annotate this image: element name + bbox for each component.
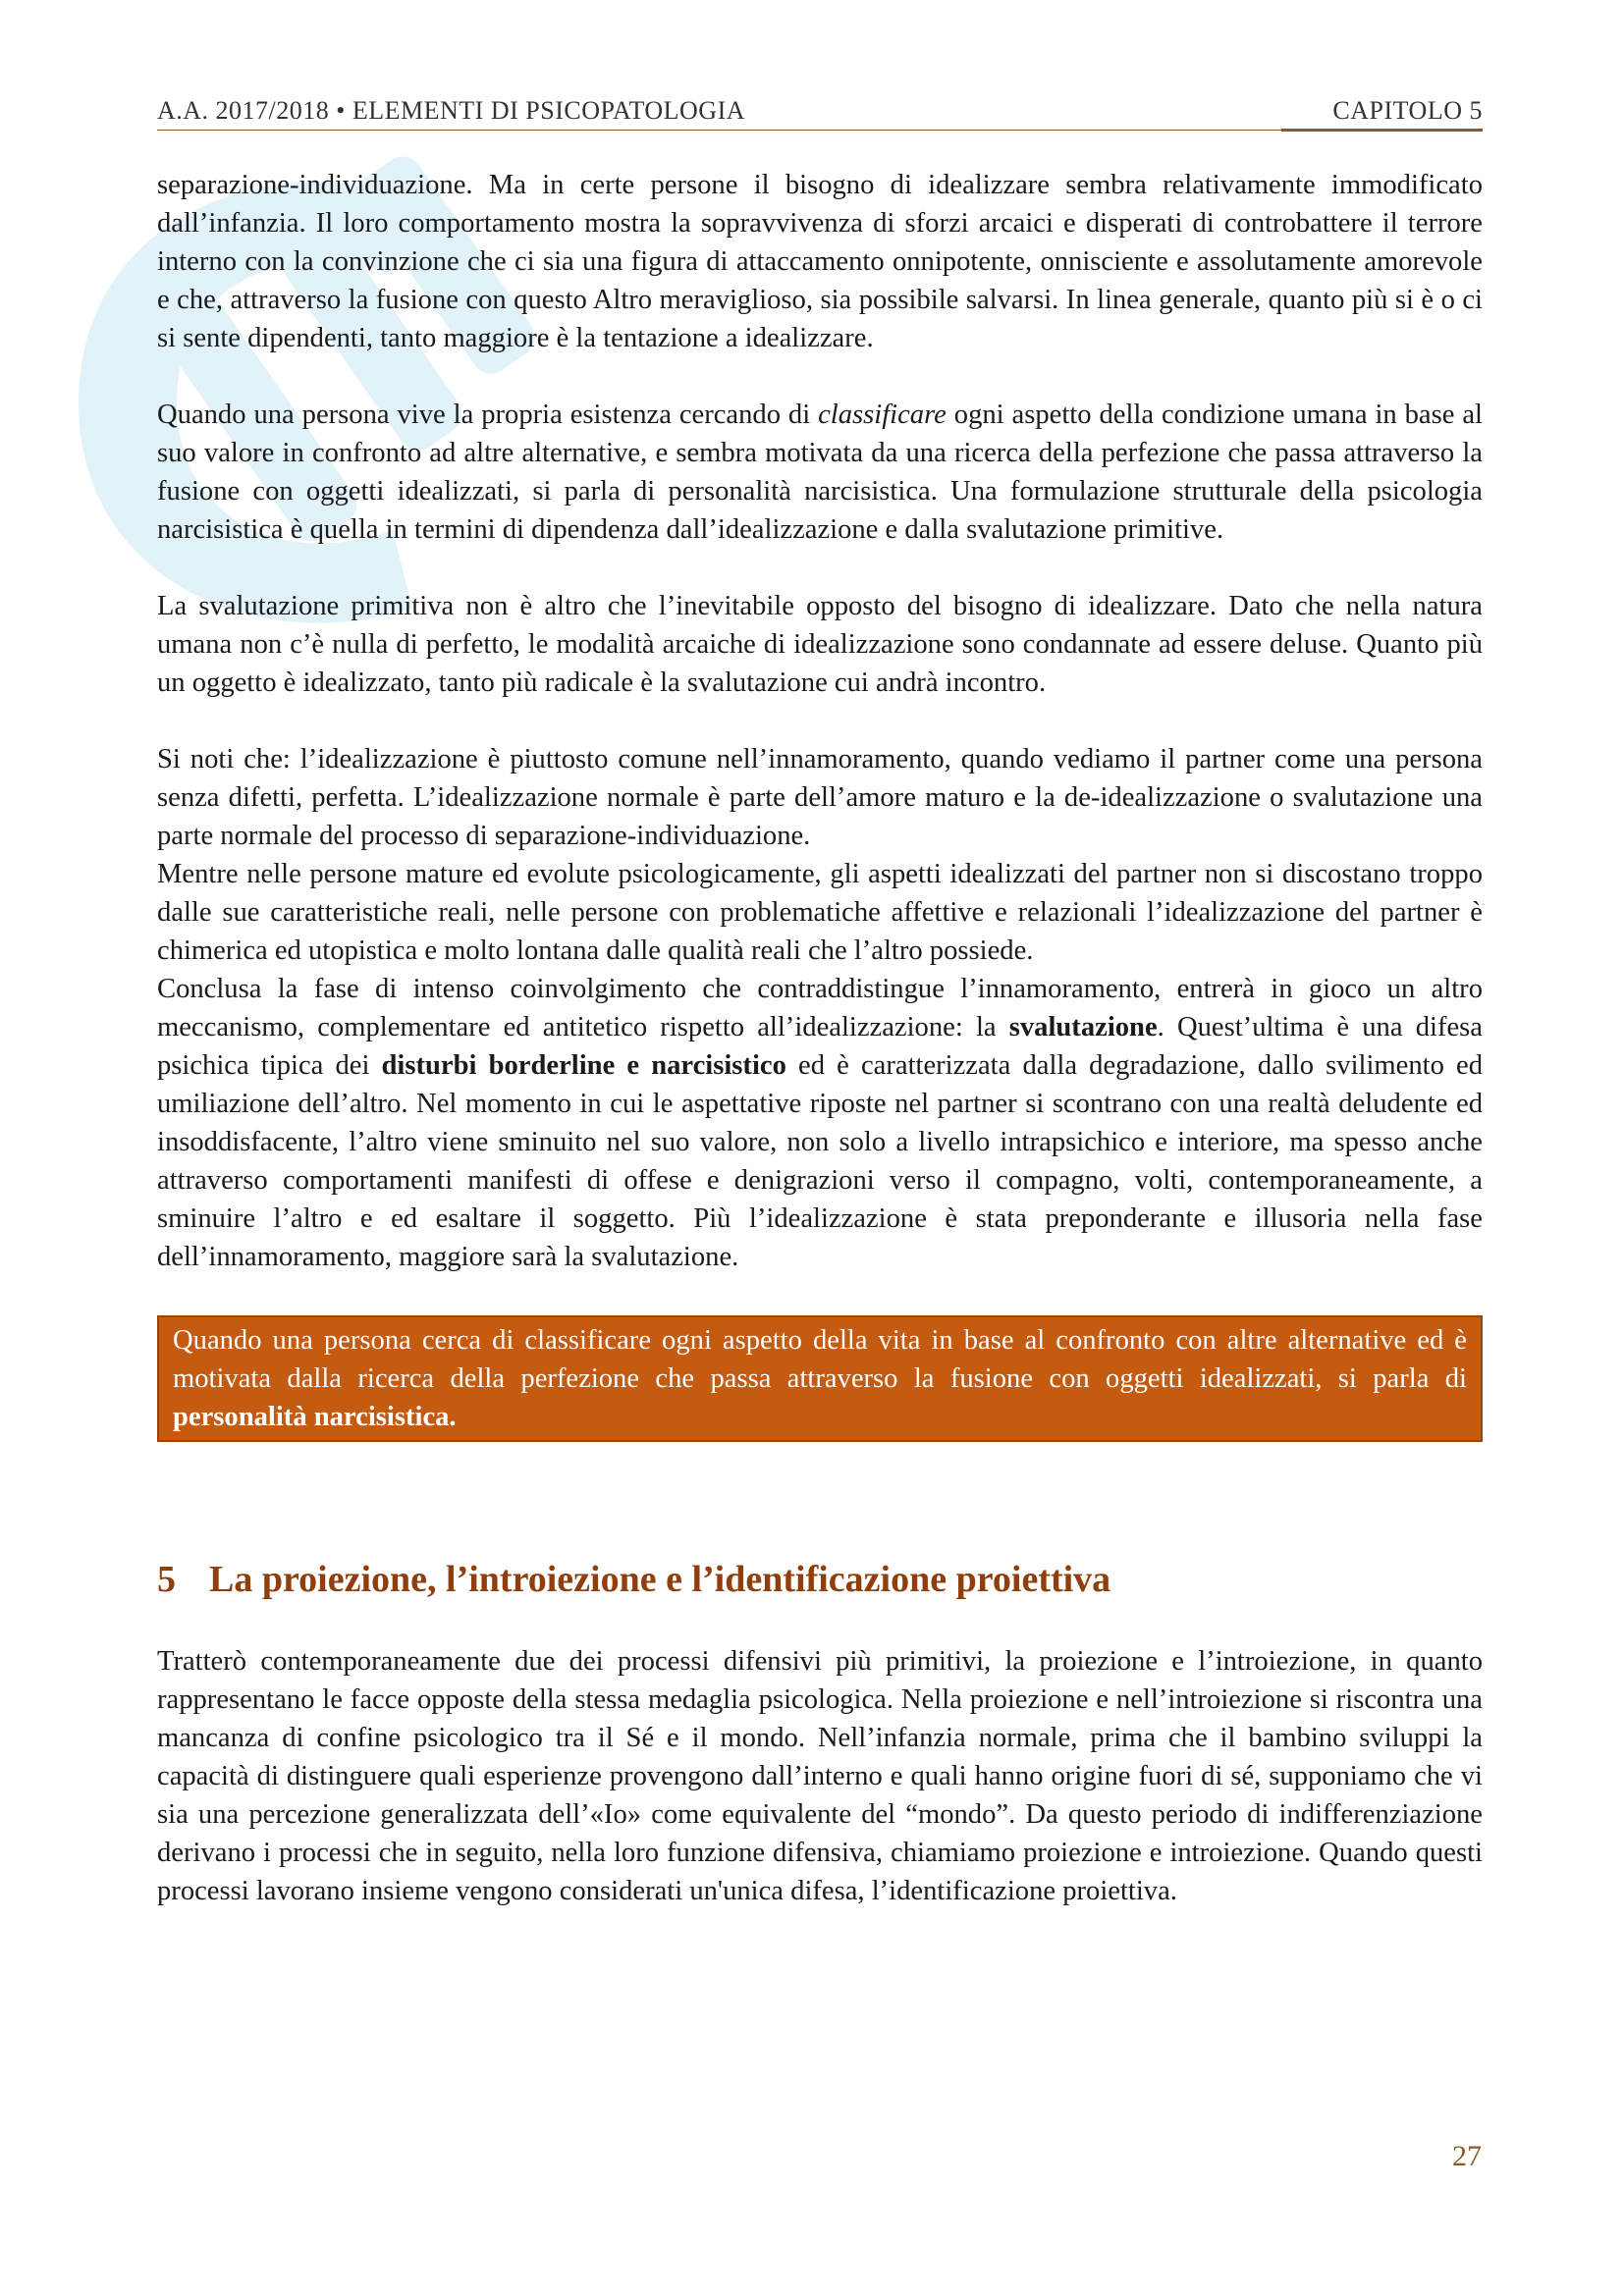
running-header bbox=[157, 96, 1483, 131]
body-text bbox=[157, 166, 1483, 1910]
paragraph: Si noti che: l’idealizzazione è piuttosto comune nell’innamoramento, quando vediamo il partner come una persona senza difetti, perfetta. L’idealizzazione normale è parte dell’amore maturo e la de-idealizzazione o svalutazione una parte normale del processo di separazione-individuazione. bbox=[157, 744, 1483, 851]
paragraph: separazione-individuazione. Ma in certe persone il bisogno di idealizzare sembra relativamente immodificato dall’infanzia. Il loro comportamento mostra la sopravvivenza di sforzi arcaici e disperati di controbattere il terrore interno con la convinzione che ci sia una figura di attaccamento onnipotente, onnisciente e assolutamente amorevole e che, attraverso la fusione con questo Altro meraviglioso, sia possibile salvarsi. In linea generale, quanto più si è o ci si sente dipendenti, tanto maggiore è la tentazione a idealizzare. bbox=[157, 170, 1483, 353]
document-page bbox=[157, 96, 1483, 1910]
paragraph: Quando una persona vive la propria esistenza cercando di classificare ogni aspetto della condizione umana in base al suo valore in confronto ad altre alternative, e sembra motivata da una ricerca della perfezione che passa attraverso la fusione con oggetti idealizzati, si parla di personalità narcisistica. Una formulazione strutturale della psicologia narcisistica è quella in termini di dipendenza dall’idealizzazione e dalla svalutazione primitive. bbox=[157, 400, 1483, 545]
emphasis: classificare bbox=[818, 400, 947, 430]
section-title: La proiezione, l’introiezione e l’identificazione proiettiva bbox=[209, 1559, 1111, 1600]
paragraph: Tratterò contemporaneamente due dei processi difensivi più primitivi, la proiezione e l’introiezione, in quanto rappresentano le facce opposte della stessa medaglia psicologica. Nella proiezione e nell’introiezione si riscontra una mancanza di confine psicologico tra il Sé e il mondo. Nell’infanzia normale, prima che il bambino sviluppi la capacità di distinguere quali esperienze provengono dall’interno e quali hanno origine fuori di sé, supponiamo che vi sia una percezione generalizzata dell’«Io» come equivalente del “mondo”. Da questo periodo di indifferenziazione derivano i processi che in seguito, nella loro funzione difensiva, chiamiamo proiezione e introiezione. Quando questi processi lavorano insieme vengono considerati un'unica difesa, l’identificazione proiettiva. bbox=[157, 1646, 1483, 1906]
page-number: 27 bbox=[1452, 2140, 1482, 2172]
bold-term: personalità narcisistica. bbox=[173, 1402, 457, 1432]
bold-term: disturbi borderline e narcisistico bbox=[381, 1050, 786, 1081]
section-heading bbox=[157, 1558, 1483, 1601]
summary-highlight-box bbox=[157, 1315, 1483, 1442]
header-course-title: A.A. 2017/2018 • ELEMENTI DI PSICOPATOLOGIA bbox=[157, 96, 745, 125]
header-rule bbox=[1281, 129, 1483, 132]
bold-term: svalutazione bbox=[1008, 1012, 1158, 1042]
highlight-text: Quando una persona cerca di classificare ogni aspetto della vita in base al confronto con altre alternative ed è motivata dalla ricerca della perfezione che passa attraverso la fusione con oggetti idealizzati, si parla di personalità narcisistica. bbox=[173, 1325, 1467, 1432]
paragraph: Mentre nelle persone mature ed evolute psicologicamente, gli aspetti idealizzati del partner non si discostano troppo dalle sue caratteristiche reali, nelle persone con problematiche affettive e relazionali l’idealizzazione del partner è chimerica ed utopistica e molto lontana dalle qualità reali che l’altro possiede. bbox=[157, 859, 1483, 966]
paragraph: La svalutazione primitiva non è altro che l’inevitabile opposto del bisogno di idealizzare. Dato che nella natura umana non c’è nulla di perfetto, le modalità arcaiche di idealizzazione sono condannate ad essere deluse. Quanto più un oggetto è idealizzato, tanto più radicale è la svalutazione cui andrà incontro. bbox=[157, 591, 1483, 698]
header-chapter: CAPITOLO 5 bbox=[1332, 96, 1483, 125]
paragraph: Conclusa la fase di intenso coinvolgimento che contraddistingue l’innamoramento, entrerà in gioco un altro meccanismo, complementare ed antitetico rispetto all’idealizzazione: la svalutazione. Quest’ultima è una difesa psichica tipica dei disturbi borderline e narcisistico ed è caratterizzata dalla degradazione, dallo svilimento ed umiliazione dell’altro. Nel momento in cui le aspettative riposte nel partner si scontrano con una realtà deludente ed insoddisfacente, l’altro viene sminuito nel suo valore, non solo a livello intrapsichico e interiore, ma spesso anche attraverso comportamenti manifesti di offese e denigrazioni verso il compagno, volti, contemporaneamente, a sminuire l’altro e ed esaltare il soggetto. Più l’idealizzazione è stata preponderante e illusoria nella fase dell’innamoramento, maggiore sarà la svalutazione. bbox=[157, 974, 1483, 1272]
section-number: 5 bbox=[157, 1559, 176, 1600]
